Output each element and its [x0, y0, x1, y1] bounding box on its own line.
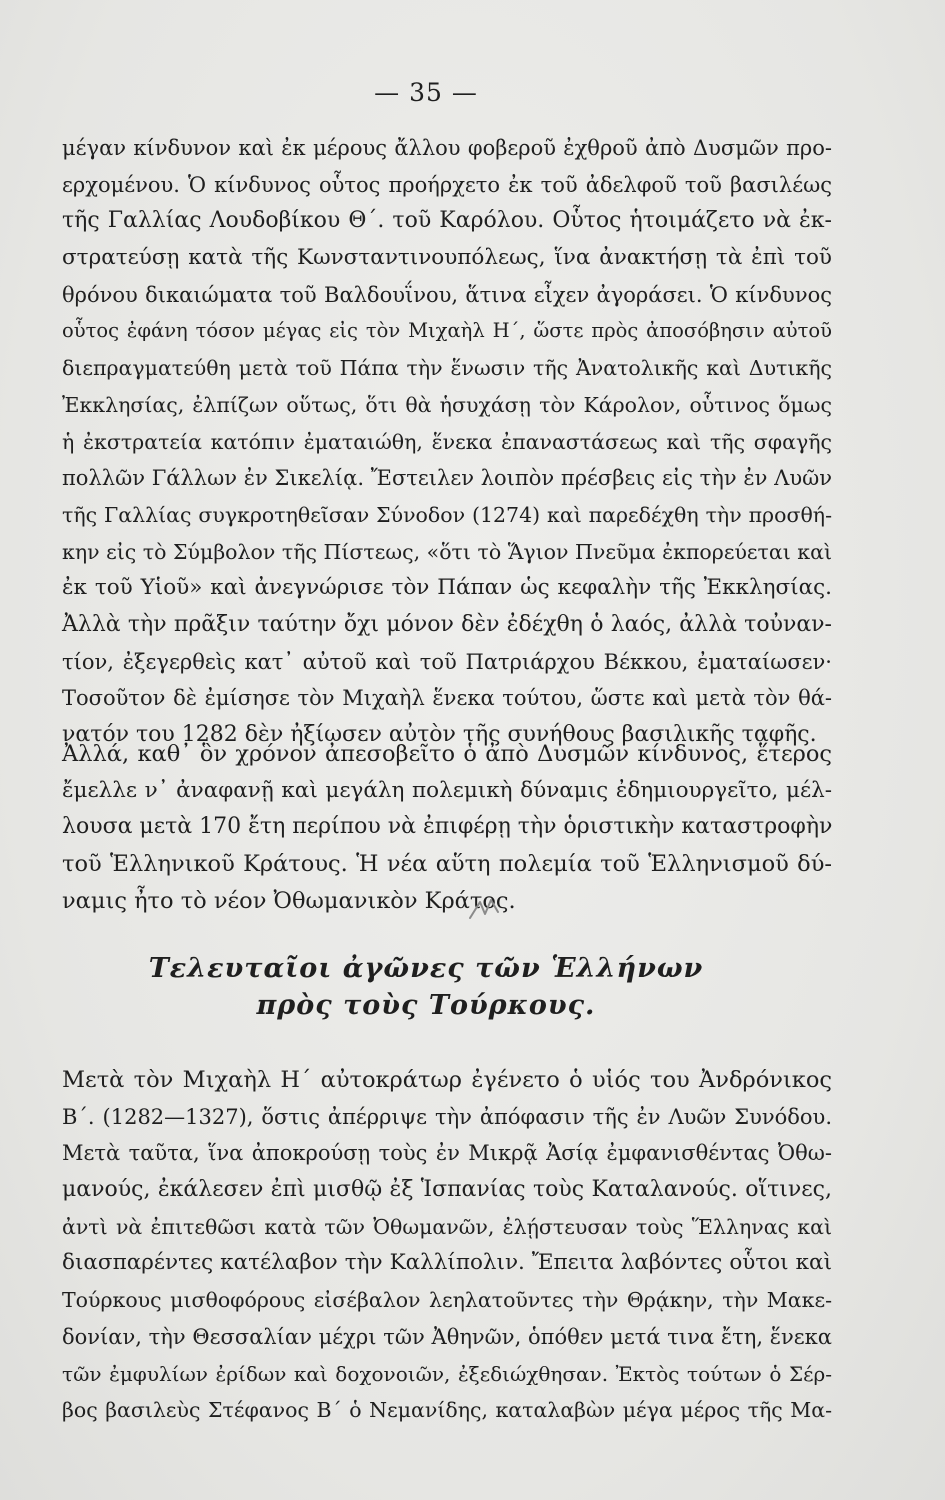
text-line: οὗτος ἐφάνη τόσον μέγας εἰς τὸν Μιχαὴλ Η΄, ὥστε πρὸς ἀποσόβησιν αὐτοῦ [62, 319, 832, 343]
text-line: ἡ ἐκστρατεία κατόπιν ἐματαιώθη, ἕνεκα ἐπαναστάσεως καὶ τῆς σφαγῆς [62, 429, 832, 454]
text-line: τοῦ Ἑλληνικοῦ Κράτους. Ἡ νέα αὕτη πολεμία τοῦ Ἑλληνισμοῦ δύ- [62, 851, 832, 878]
text-line: μέγαν κίνδυνον καὶ ἐκ μέρους ἄλλου φοβεροῦ ἐχθροῦ ἀπὸ Δυσμῶν προ- [62, 136, 832, 160]
text-line: δονίαν, τὴν Θεσσαλίαν μέχρι τῶν Ἀθηνῶν, ὁπόθεν μετά τινα ἔτη, ἕνεκα [62, 1324, 832, 1349]
text-line: θρόνου δικαιώματα τοῦ Βαλδουΐνου, ἅτινα εἶχεν ἀγοράσει. Ὁ κίνδυνος [62, 282, 832, 307]
paragraph-2 [62, 736, 832, 919]
section-heading-line-2: πρὸς τοὺς Τούρκους. [256, 990, 596, 1021]
text-line: ἐκ τοῦ Υἱοῦ» καὶ ἀνεγνώρισε τὸν Πάπαν ὡς κεφαλὴν τῆς Ἐκκλησίας. [62, 575, 832, 601]
text-line: τῆς Γαλλίας συγκροτηθεῖσαν Σύνοδον (1274) καὶ παρεδέχθη τὴν προσθή- [62, 502, 832, 527]
text-line: βος βασιλεὺς Στέφανος Β΄ ὁ Νεμανίδης, καταλαβὼν μέγα μέρος τῆς Μα- [62, 1398, 832, 1423]
text-line: τῆς Γαλλίας Λουδοβίκου Θ΄. τοῦ Καρόλου. Οὗτος ἡτοιμάζετο νὰ ἐκ- [62, 208, 832, 234]
text-line: Μετὰ τὸν Μιχαὴλ Η΄ αὐτοκράτωρ ἐγένετο ὁ υἱός του Ἀνδρόνικος [62, 1067, 832, 1093]
page-number: — 35 — [374, 78, 478, 107]
paragraph-3 [62, 1062, 832, 1429]
text-line: Τούρκους μισθοφόρους εἰσέβαλον λεηλατοῦντες τὴν Θρᾴκην, τὴν Μακε- [62, 1288, 832, 1313]
text-line: διεπραγματεύθη μετὰ τοῦ Πάπα τὴν ἕνωσιν τῆς Ἀνατολικῆς καὶ Δυτικῆς [62, 356, 832, 381]
pencil-mark-icon [468, 896, 504, 922]
text-line: Β΄. (1282—1327), ὅστις ἀπέρριψε τὴν ἀπόφασιν τῆς ἐν Λυῶν Συνόδου. [62, 1104, 832, 1129]
text-line: Ἐκκλησίας, ἐλπίζων οὕτως, ὅτι θὰ ἡσυχάσῃ τὸν Κάρολον, οὗτινος ὅμως [62, 392, 832, 417]
text-line: Τοσοῦτον δὲ ἐμίσησε τὸν Μιχαὴλ ἕνεκα τούτου, ὥστε καὶ μετὰ τὸν θά- [62, 686, 832, 711]
text-line: Ἀλλὰ τὴν πρᾶξιν ταύτην ὄχι μόνον δὲν ἐδέχθη ὁ λαός, ἀλλὰ τοὐναν- [62, 611, 832, 637]
text-line: μανούς, ἐκάλεσεν ἐπὶ μισθῷ ἐξ Ἱσπανίας τοὺς Καταλανούς. οἵτινες, [62, 1177, 832, 1203]
text-line: τῶν ἐμφυλίων ἐρίδων καὶ δοχονοιῶν, ἐξεδιώχθησαν. Ἐκτὸς τούτων ὁ Σέρ- [62, 1361, 832, 1386]
text-line: ἀντὶ νὰ ἐπιτεθῶσι κατὰ τῶν Ὀθωμανῶν, ἐλῄστευσαν τοὺς Ἕλληνας καὶ [62, 1214, 832, 1239]
text-line: πολλῶν Γάλλων ἐν Σικελίᾳ. Ἔστειλεν λοιπὸν πρέσβεις εἰς τὴν ἐν Λυῶν [62, 466, 832, 491]
text-line: Μετὰ ταῦτα, ἵνα ἀποκρούσῃ τοὺς ἐν Μικρᾷ Ἀσίᾳ ἐμφανισθέντας Ὀθω- [62, 1141, 832, 1166]
paragraph-1 [62, 130, 832, 754]
text-line: Ἀλλά, καθ᾽ ὃν χρόνον ἀπεσοβεῖτο ὁ ἀπὸ Δυσμῶν κίνδυνος, ἕτερος [62, 741, 832, 767]
text-line: κην εἰς τὸ Σύμβολον τῆς Πίστεως, «ὅτι τὸ Ἅγιον Πνεῦμα ἐκπορεύεται καὶ [62, 539, 832, 564]
text-line: λουσα μετὰ 170 ἔτη περίπου νὰ ἐπιφέρῃ τὴν ὁριστικὴν καταστροφὴν [62, 814, 833, 840]
text-line: στρατεύσῃ κατὰ τῆς Κωνσταντινουπόλεως, ἵνα ἀνακτήσῃ τὰ ἐπὶ τοῦ [62, 245, 832, 271]
text-line: διασπαρέντες κατέλαβον τὴν Καλλίπολιν. Ἔπειτα λαβόντες οὗτοι καὶ [62, 1250, 832, 1276]
text-line: ερχομένου. Ὁ κίνδυνος οὗτος προήρχετο ἐκ τοῦ ἀδελφοῦ τοῦ βασιλέως [62, 172, 832, 197]
text-line: τίον, ἐξεγερθεὶς κατ᾽ αὐτοῦ καὶ τοῦ Πατριάρχου Βέκκου, ἐματαίωσεν· [62, 649, 832, 674]
text-line: νατόν του 1282 δὲν ἠξίωσεν αὐτὸν τῆς συνήθους βασιλικῆς ταφῆς. [62, 722, 817, 747]
text-line: ναμις ἦτο τὸ νέον Ὀθωμανικὸν Κράτος. [62, 887, 516, 914]
text-line: ἔμελλε ν᾽ ἀναφανῇ καὶ μεγάλη πολεμικὴ δύναμις ἐδημιουργεῖτο, μέλ- [62, 777, 832, 803]
section-heading-line-1: Τελευταῖοι ἀγῶνες τῶν Ἑλλήνων [148, 953, 704, 984]
